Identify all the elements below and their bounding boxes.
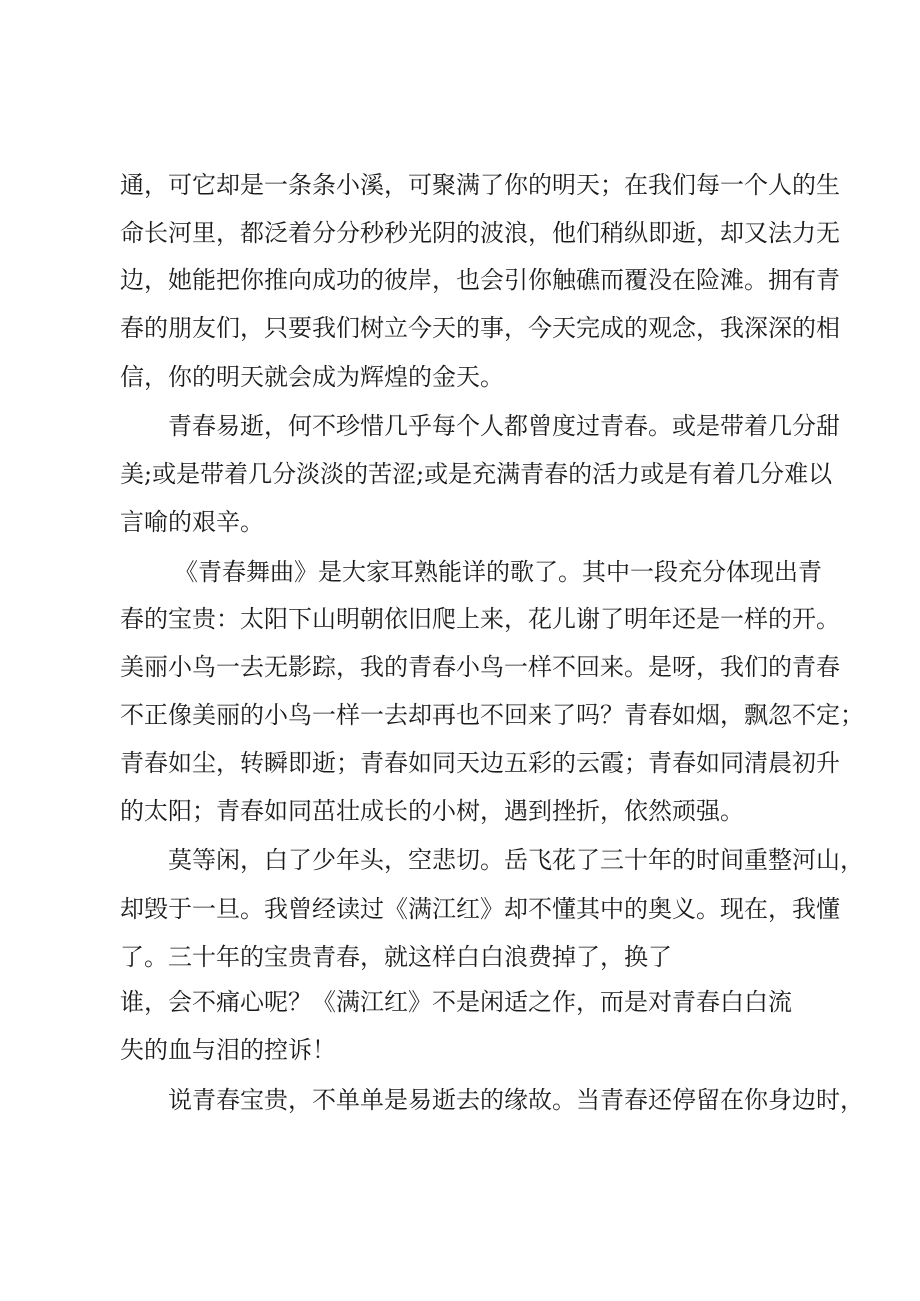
text-line: 美丽小鸟一去无影踪，我的青春小鸟一样不回来。是呀，我们的青春 bbox=[120, 653, 840, 681]
text-line: 言喻的艰辛。 bbox=[120, 508, 264, 536]
text-line: 了。三十年的宝贵青春，就这样白白浪费掉了，换了 bbox=[120, 943, 672, 971]
text-line: 失的血与泪的控诉！ bbox=[120, 1036, 336, 1064]
text-line: 的太阳；青春如同茁壮成长的小树，遇到挫折，依然顽强。 bbox=[120, 797, 744, 825]
text-line: 通，可它却是一条条小溪，可聚满了你的明天；在我们每一个人的生 bbox=[120, 171, 840, 199]
text-line: 《青春舞曲》是大家耳熟能详的歌了。其中一段充分体现出青 bbox=[174, 558, 822, 586]
text-line: 信，你的明天就会成为辉煌的金天。 bbox=[120, 363, 504, 391]
text-line: 谁，会不痛心呢？《满江红》不是闲适之作，而是对青春白白流 bbox=[120, 988, 792, 1016]
text-line: 边，她能把你推向成功的彼岸，也会引你触礁而覆没在险滩。拥有青 bbox=[120, 266, 840, 294]
text-line: 青春易逝，何不珍惜几乎每个人都曾度过青春。或是带着几分甜 bbox=[168, 412, 840, 440]
text-line: 命长河里，都泛着分分秒秒光阴的波浪，他们稍纵即逝，却又法力无 bbox=[120, 219, 840, 247]
text-line: 春的宝贵：太阳下山明朝依旧爬上来，花儿谢了明年还是一样的开。 bbox=[120, 605, 840, 633]
text-line: 莫等闲，白了少年头，空悲切。岳飞花了三十年的时间重整河山， bbox=[168, 846, 864, 874]
text-line: 不正像美丽的小鸟一样一去却再也不回来了吗？青春如烟，飘忽不定； bbox=[120, 701, 864, 729]
text-line: 说青春宝贵，不单单是易逝去的缘故。当青春还停留在你身边时， bbox=[168, 1086, 864, 1114]
text-line: 却毁于一旦。我曾经读过《满江红》却不懂其中的奥义。现在，我懂 bbox=[120, 895, 840, 923]
text-line: 美;或是带着几分淡淡的苦涩;或是充满青春的活力或是有着几分难以 bbox=[120, 460, 833, 488]
text-line: 青春如尘，转瞬即逝；青春如同天边五彩的云霞；青春如同清晨初升 bbox=[120, 749, 840, 777]
text-line: 春的朋友们，只要我们树立今天的事，今天完成的观念，我深深的相 bbox=[120, 314, 840, 342]
